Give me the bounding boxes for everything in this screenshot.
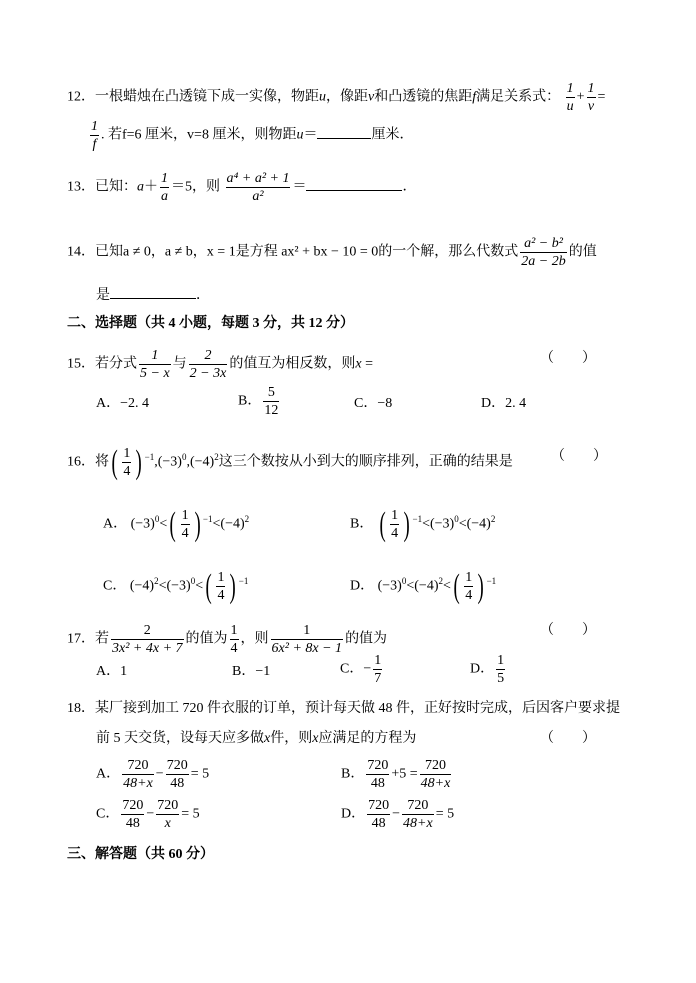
q17-option-a[interactable]: A．1 <box>96 664 128 679</box>
q15-option-c[interactable]: C．−8 <box>354 396 393 411</box>
section-3-title: 三、解答题（共 60 分） <box>67 847 214 862</box>
q13-frac-expr: $\frac{\text{a⁴ + a² + 1}}{\text{a²}}$ <box>226 171 290 204</box>
q14-answer-blank[interactable] <box>110 284 196 299</box>
q16-line: 16．将( $\frac{1}{4}$ ) $^{-1},(-3)^0,(-4)^2$这三个数按从小到大的顺序排列，正确的结果是 <box>67 443 513 481</box>
q18-line2: 前 5 天交货，设每天应多做x件，则x应满足的方程为 <box>96 731 417 746</box>
q17-answer-paren[interactable]: （ ） <box>540 623 596 638</box>
q13-frac-1a: $\frac{1}{a}$ <box>161 171 168 204</box>
q18-number: 18． <box>67 701 95 716</box>
q12-frac-v: $\frac{1}{v}$ <box>587 81 595 114</box>
q13-number: 13． <box>67 179 95 195</box>
q15-option-b[interactable]: B． $\frac{5}{12}$ <box>238 385 279 418</box>
q17-frac3: $\frac{1}{\text{6x² + 8x − 1}}$ <box>271 623 343 656</box>
section-2-title: 二、选择题（共 4 小题，每题 3 分，共 12 分） <box>67 316 354 331</box>
q14-line2: 是 ． <box>96 284 210 306</box>
q16-answer-paren[interactable]: （ ） <box>551 449 607 464</box>
q13-answer-blank[interactable] <box>306 176 402 191</box>
q18-line1: 18．某厂接到加工 720 件衣服的订单，预计每天做 48 件，正好按时完成，后因客户要求提 <box>67 701 620 716</box>
q17-option-b[interactable]: B．−1 <box>232 664 271 679</box>
q13-line: 13．已知：a＋ $\frac{1}{a}$ ＝5，则 $\frac{\text{a⁴ + a² + 1}}{\text{a²}}$ ＝ ． <box>67 171 417 204</box>
q16-number: 16． <box>67 454 95 470</box>
q17-line: 17．若 $\frac{2}{\text{3x² + 4x + 7}}$ 的值为 $\frac{1}{4}$ ，则 $\frac{1}{\text{6x² + 8x − 1}}$ 的值为 <box>67 623 388 656</box>
q17-frac1: $\frac{2}{\text{3x² + 4x + 7}}$ <box>112 623 183 656</box>
q17-frac2: $\frac{1}{4}$ <box>230 623 238 656</box>
q16-option-c[interactable]: C． $(-4)^2<(-3)^0<$( $\frac{1}{4}$ ) $^{-1}$ <box>103 567 249 605</box>
q12-answer-blank[interactable] <box>317 124 371 139</box>
q12-number: 12． <box>67 89 95 105</box>
q16-option-a[interactable]: A． $(-3)^0<$( $\frac{1}{4}$ ) $^{-1}<(-4)^2$ <box>103 505 250 543</box>
q17-option-c[interactable]: C．− $\frac{1}{7}$ <box>340 653 382 686</box>
q16-option-b[interactable]: B． ( $\frac{1}{4}$ ) $^{-1}<(-3)^0<(-4)^2$ <box>350 505 496 543</box>
q15-frac1: $\frac{1}{5 - x}$ <box>140 348 170 381</box>
q12-frac-f: $\frac{1}{f}$ <box>91 119 98 152</box>
q12-line1: 12．一根蜡烛在凸透镜下成一实像，物距u，像距v和凸透镜的焦距f满足关系式： $\frac{1}{u}$ + $\frac{1}{v}$ = <box>67 81 606 114</box>
q15-frac2: $\frac{2}{2 - 3x}$ <box>189 348 227 381</box>
q18-option-b[interactable]: B． $\frac{720}{48}$ +5 = $\frac{720}{48+x}$ <box>341 758 451 791</box>
q14-number: 14． <box>67 244 95 260</box>
q18-option-a[interactable]: A． $\frac{720}{48+x}$ − $\frac{720}{48}$ = 5 <box>96 758 210 791</box>
q15-option-d[interactable]: D．2. 4 <box>481 396 527 411</box>
q14-line1: 14．已知a ≠ 0，a ≠ b，x = 1是方程 ax² + bx − 10 = 0的一个解，那么代数式 $\frac{\text{a² − b²}}{2a - 2b}$ 的值 <box>67 236 597 269</box>
q18-answer-paren[interactable]: （ ） <box>540 731 596 746</box>
q15-line: 15．若分式 $\frac{1}{5 - x}$ 与 $\frac{2}{2 - 3x}$ 的值互为相反数，则x = <box>67 348 373 381</box>
q12-frac-u: $\frac{1}{u}$ <box>566 81 574 114</box>
q15-number: 15． <box>67 356 95 372</box>
q14-frac: $\frac{\text{a² − b²}}{2a - 2b}$ <box>521 236 566 269</box>
q18-option-d[interactable]: D． $\frac{720}{48}$ − $\frac{720}{48+x}$ = 5 <box>341 798 455 831</box>
q15-option-a[interactable]: A．−2. 4 <box>96 396 150 411</box>
q15-answer-paren[interactable]: （ ） <box>540 351 596 366</box>
q17-number: 17． <box>67 631 95 647</box>
q18-option-c[interactable]: C． $\frac{720}{48}$ − $\frac{720}{x}$ = 5 <box>96 798 200 831</box>
q12-line2: $\frac{1}{f}$ . 若f=6 厘米，v=8 厘米，则物距u＝ 厘米． <box>91 119 414 152</box>
q17-option-d[interactable]: D． $\frac{1}{5}$ <box>470 653 505 686</box>
q16-option-d[interactable]: D． $(-3)^0<(-4)^2<$( $\frac{1}{4}$ ) $^{-1}$ <box>350 567 497 605</box>
q15-option-b-frac: $\frac{5}{12}$ <box>264 385 279 418</box>
